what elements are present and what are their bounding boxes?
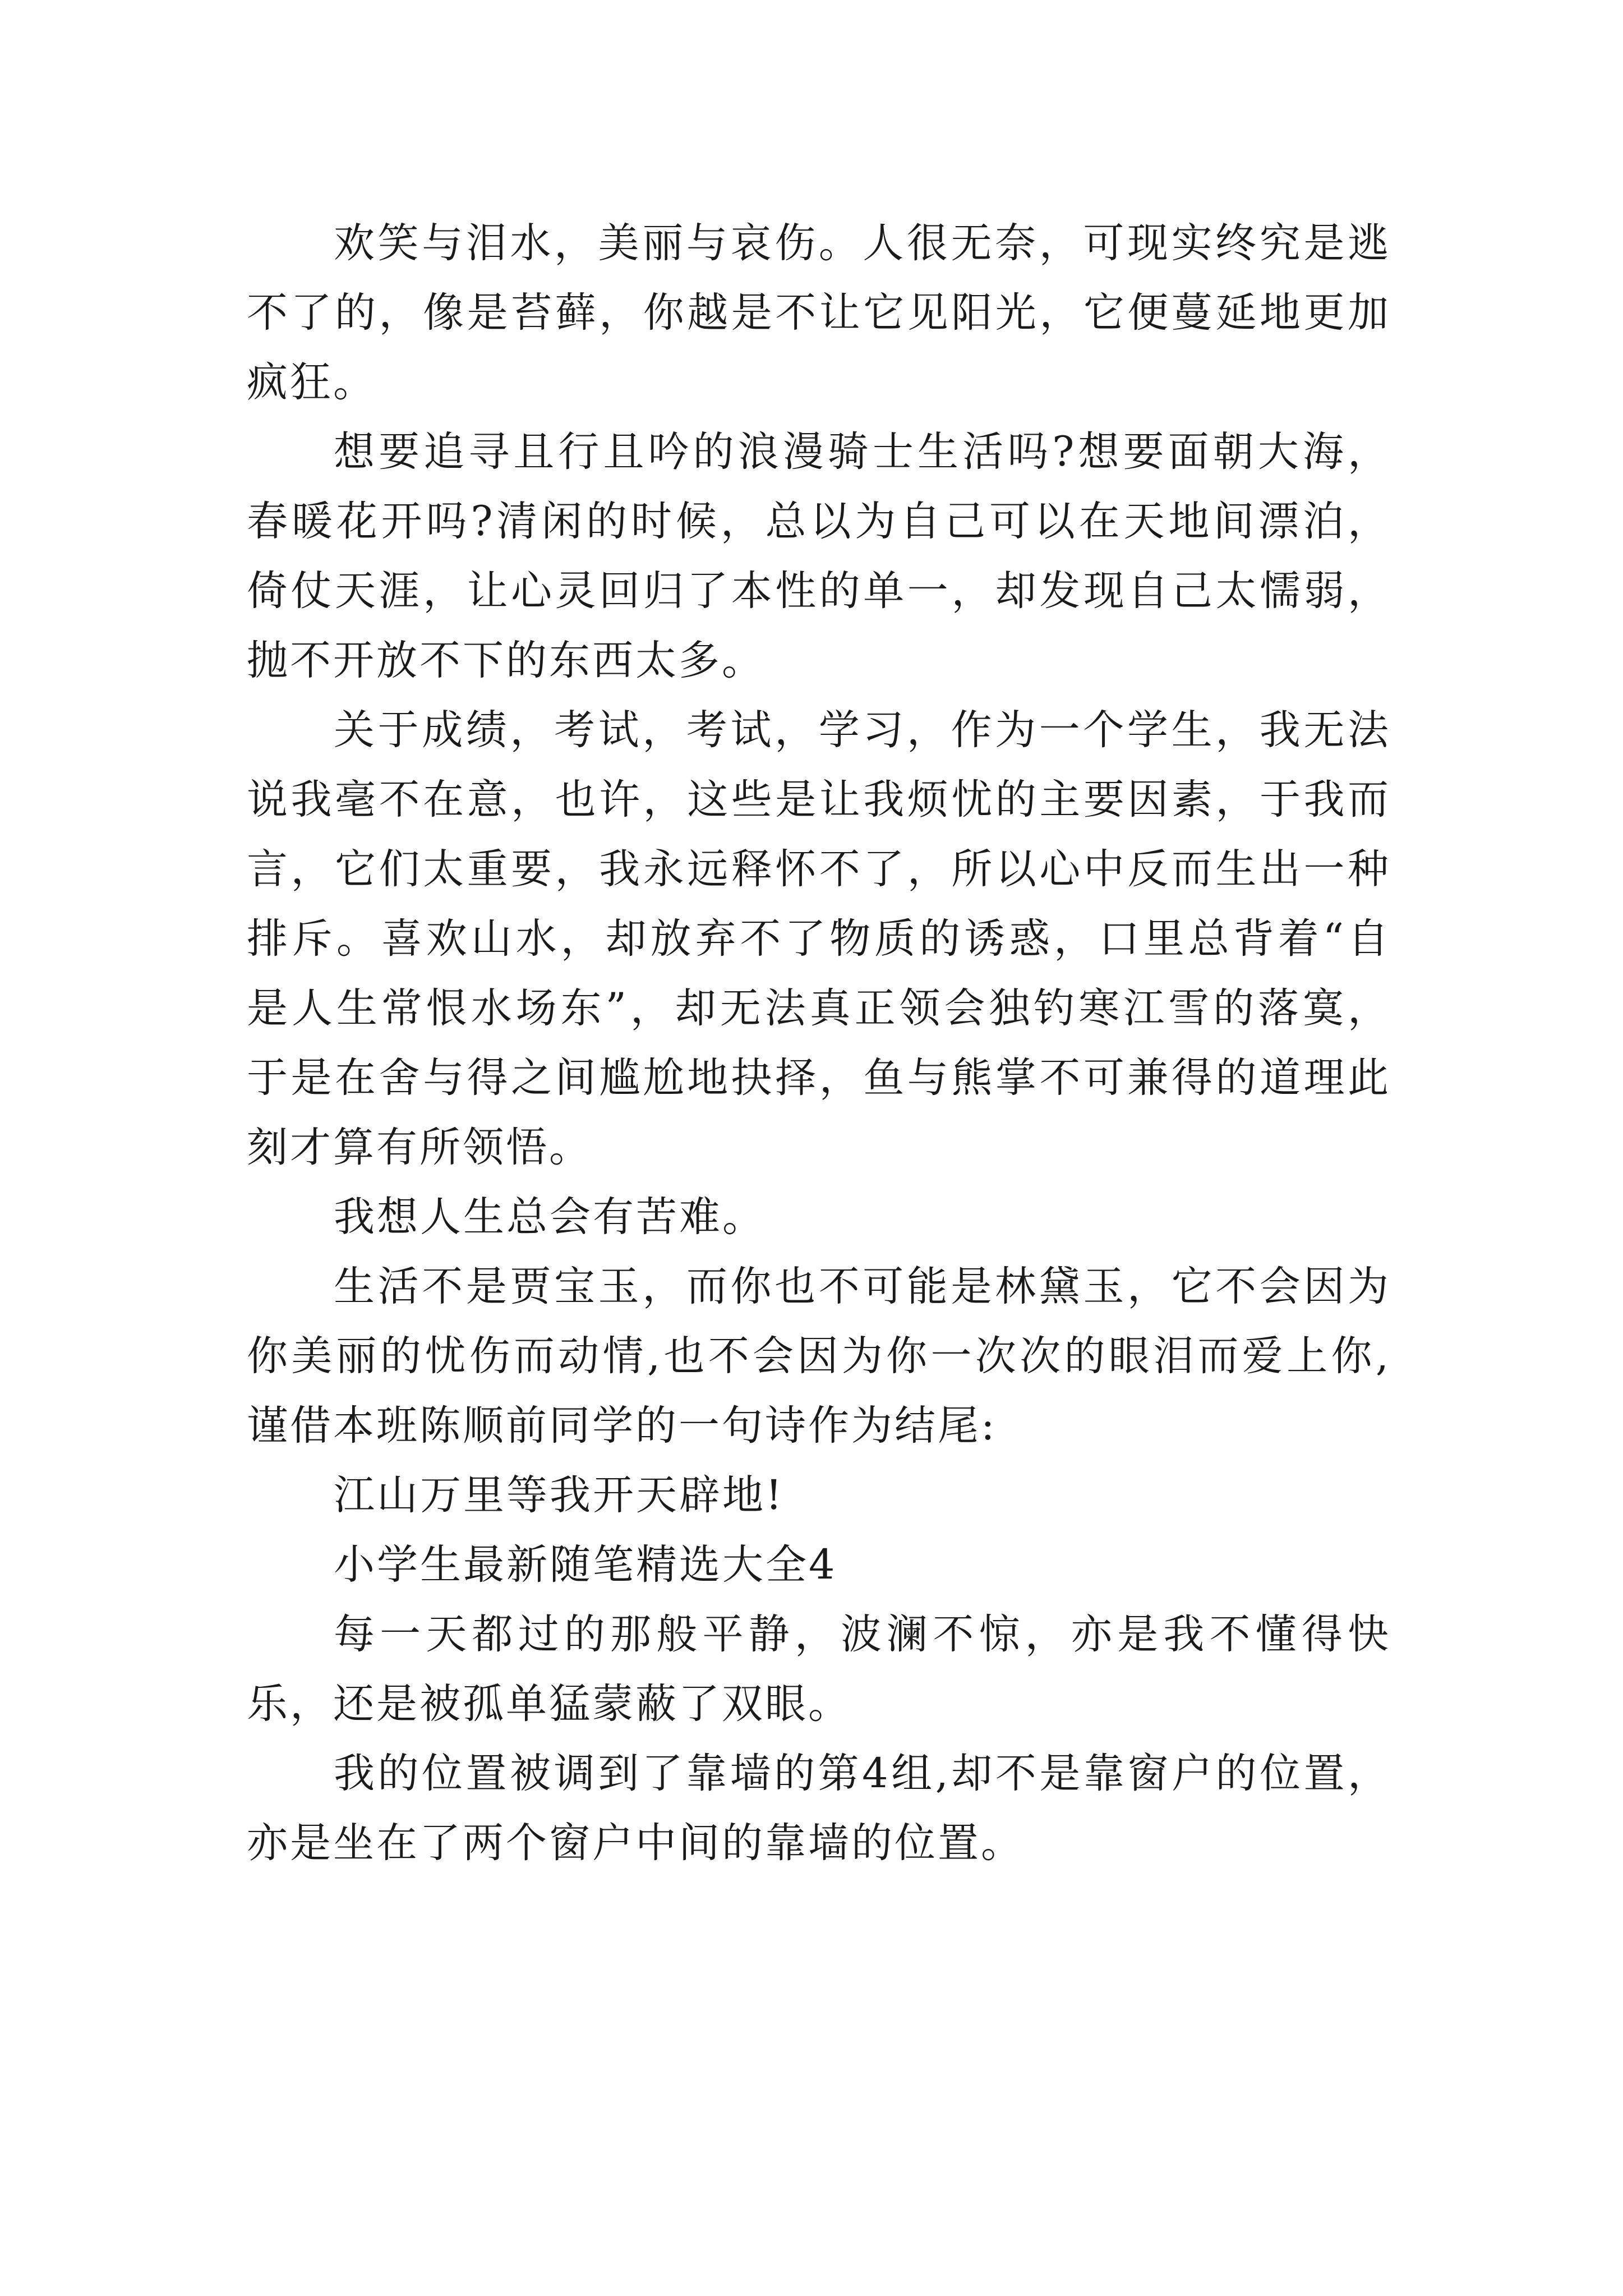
paragraph: 我想人生总会有苦难。 — [334, 1193, 766, 1241]
paragraph: 欢笑与泪水，美丽与哀伤。人很无奈，可现实终究是逃不了的，像是苔藓，你越是不让它见阳光，它便蔓延地更加疯狂。 — [247, 219, 1391, 406]
section-heading: 小学生最新随笔精选大全4 — [334, 1541, 837, 1589]
paragraph: 生活不是贾宝玉，而你也不可能是林黛玉，它不会因为你美丽的忧伤而动情,也不会因为你一次次的眼泪而爱上你,谨借本班陈顺前同学的一句诗作为结尾: — [247, 1263, 1391, 1450]
document-body — [247, 209, 1391, 1878]
paragraph: 关于成绩，考试，考试，学习，作为一个学生，我无法说我毫不在意，也许，这些是让我烦忧的主要因素，于我而言，它们太重要，我永远释怀不了，所以心中反而生出一种排斥。喜欢山水，却放弃不了物质的诱惑，口里总背着“自是人生常恨水场东”，却无法真正领会独钓寒江雪的落寞，于是在舍与得之间尴尬地抉择，鱼与熊掌不可兼得的道理此刻才算有所领悟。 — [247, 706, 1391, 1171]
paragraph: 江山万里等我开天辟地! — [334, 1471, 785, 1519]
paragraph: 我的位置被调到了靠墙的第4组,却不是靠窗户的位置，亦是坐在了两个窗户中间的靠墙的位置。 — [247, 1750, 1391, 1867]
paragraph: 想要追寻且行且吟的浪漫骑士生活吗?想要面朝大海，春暖花开吗?清闲的时候，总以为自己可以在天地间漂泊，倚仗天涯，让心灵回归了本性的单一，却发现自己太懦弱，抛不开放不下的东西太多。 — [247, 428, 1391, 684]
paragraph: 每一天都过的那般平静，波澜不惊，亦是我不懂得快乐，还是被孤单猛蒙蔽了双眼。 — [247, 1611, 1391, 1728]
